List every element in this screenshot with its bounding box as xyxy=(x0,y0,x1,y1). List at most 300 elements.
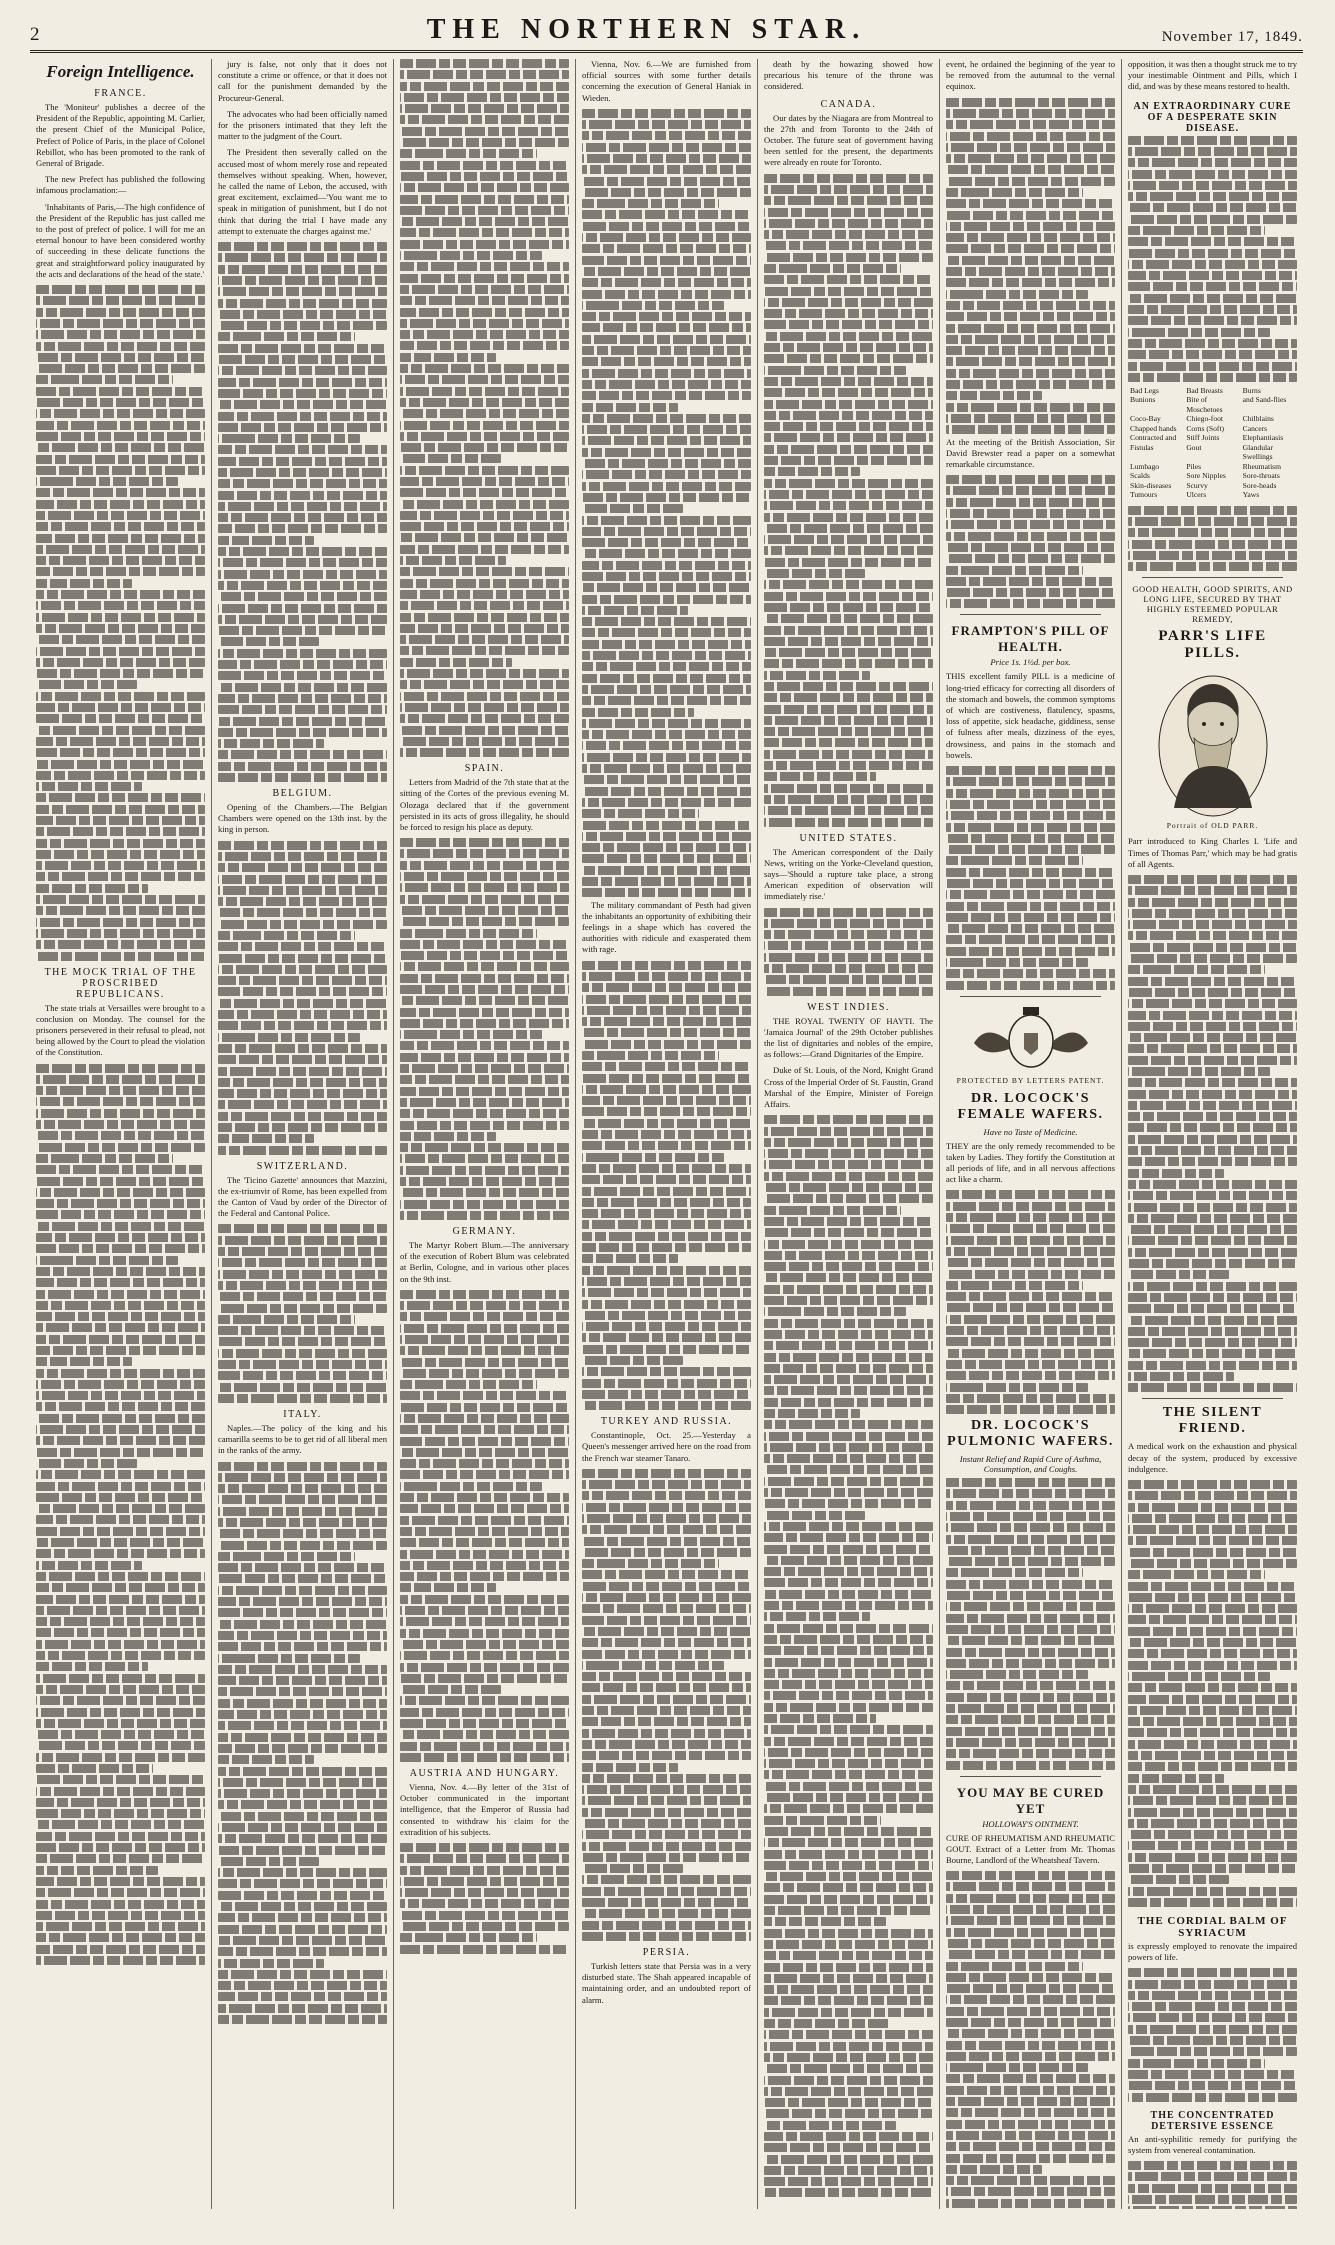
text-line xyxy=(582,256,751,265)
text-line xyxy=(946,1523,1115,1532)
text-line xyxy=(1128,943,1297,952)
text-line xyxy=(218,253,387,262)
text-line xyxy=(400,432,569,441)
text-line xyxy=(946,2086,1115,2095)
text-line xyxy=(764,1149,933,1158)
text-line xyxy=(946,2052,1115,2061)
text-line xyxy=(946,1625,1115,1634)
text-line xyxy=(582,1627,751,1636)
text-line xyxy=(218,671,387,680)
text-line xyxy=(582,1288,751,1297)
text-line xyxy=(1128,282,1297,291)
text-line xyxy=(582,403,678,412)
text-line xyxy=(764,366,906,375)
text-line xyxy=(764,1658,933,1667)
text-line xyxy=(582,583,751,592)
text-line xyxy=(764,1646,933,1655)
text-line xyxy=(400,1109,569,1118)
text-line xyxy=(946,1360,1115,1369)
text-line xyxy=(946,1512,1115,1521)
text-line xyxy=(400,1911,569,1920)
text-line xyxy=(400,1358,569,1367)
text-line xyxy=(582,131,751,140)
text-line xyxy=(582,1469,751,1478)
text-line xyxy=(946,1371,1115,1380)
text-line xyxy=(400,1922,569,1931)
text-line xyxy=(400,1200,569,1209)
text-line xyxy=(946,278,1115,287)
text-line xyxy=(1128,1372,1234,1381)
text-line xyxy=(218,1563,387,1572)
text-line xyxy=(400,1854,569,1863)
text-line xyxy=(582,1842,751,1851)
text-line xyxy=(400,1380,537,1389)
text-line xyxy=(764,1341,933,1350)
text-line xyxy=(764,1115,933,1124)
text-line xyxy=(582,188,751,197)
text-line xyxy=(1128,2184,1297,2193)
text-line xyxy=(582,1909,751,1918)
text-line xyxy=(764,1917,886,1926)
article-paragraph: The Martyr Robert Blum.—The anniversary of the execution of Robert Blum was celebrated at Berlin, Cologne, and in various other places on the 9th inst. xyxy=(400,1239,569,1284)
text-line xyxy=(218,378,387,387)
text-line xyxy=(946,577,1115,586)
text-line xyxy=(400,1437,569,1446)
article-paragraph: Letters from Madrid of the 7th state that at the sitting of the Cortes of the previous evening M. Olozaga declared that if the government persisted in its acts of gross illegality, he should be forced to resign his place as deputy. xyxy=(400,777,569,832)
text-line xyxy=(400,183,569,192)
article-paragraph: The President then severally called on the accused most of whom merely rose and repeated themselves without speaking. When, however, he called the name of Lebon, the accused, with great excitement, exclaimed—'You want me to speak in mitigation of punishment, but I do not think that during the trial I have made any attempt to extenuate the charges against me.' xyxy=(218,147,387,236)
text-line xyxy=(946,566,1083,575)
article-paragraph: The 'Moniteur' publishes a decree of the President of the Republic, appointing M. Carlier, the present Chief of the Municipal Police, Prefect of Police of Paris, in the place of Colonel Rebillot, who has been promoted to the rank of General of Brigade. xyxy=(36,102,205,169)
text-filler xyxy=(946,766,1115,990)
text-line xyxy=(764,1793,933,1802)
ad-frampton-title: FRAMPTON'S PILL OF HEALTH. xyxy=(951,623,1110,655)
text-line xyxy=(400,1583,496,1592)
text-line xyxy=(946,357,1115,366)
text-line xyxy=(1128,1101,1297,1110)
text-line xyxy=(1128,1067,1270,1076)
text-line xyxy=(582,1096,751,1105)
text-line xyxy=(218,558,387,567)
ailment-item: Bunions xyxy=(1130,395,1156,405)
text-line xyxy=(400,1312,569,1321)
text-line xyxy=(946,1394,1115,1403)
text-line xyxy=(400,1166,569,1175)
column-7 xyxy=(1122,59,1303,2209)
text-line xyxy=(36,726,205,735)
text-line xyxy=(764,1319,933,1328)
text-line xyxy=(36,488,205,497)
text-line xyxy=(946,1213,1115,1222)
text-line xyxy=(764,1567,933,1576)
column-5 xyxy=(758,59,940,2209)
divider xyxy=(960,614,1101,615)
text-line xyxy=(36,782,142,791)
text-line xyxy=(400,1290,569,1299)
text-line xyxy=(400,940,569,949)
text-line xyxy=(218,1507,387,1516)
text-line xyxy=(218,1981,387,1990)
text-line xyxy=(582,493,751,502)
ailment-item: Corns (Soft) xyxy=(1186,423,1225,433)
text-line xyxy=(764,2132,933,2141)
text-line xyxy=(36,850,205,859)
text-line xyxy=(946,132,1115,141)
text-line xyxy=(400,658,512,667)
text-line xyxy=(400,974,569,983)
text-line xyxy=(764,479,933,488)
text-line xyxy=(1128,2195,1297,2204)
text-line xyxy=(1128,1819,1297,1828)
text-line xyxy=(400,82,569,91)
text-line xyxy=(582,1254,678,1263)
text-filler xyxy=(946,98,1115,435)
ailment-item: Chilblains xyxy=(1242,414,1274,424)
text-line xyxy=(764,975,933,984)
text-line xyxy=(400,70,569,79)
text-line xyxy=(946,1580,1115,1589)
text-line xyxy=(218,1947,387,1956)
text-line xyxy=(400,1538,569,1547)
text-line xyxy=(36,1414,205,1423)
text-line xyxy=(400,861,569,870)
text-line xyxy=(36,1346,205,1355)
ailment-item: Ulcers xyxy=(1186,490,1207,500)
text-line xyxy=(218,604,387,613)
text-line xyxy=(36,387,205,396)
text-line xyxy=(764,580,933,589)
text-line xyxy=(36,1482,205,1491)
text-line xyxy=(36,1188,205,1197)
text-line xyxy=(946,498,1115,507)
text-line xyxy=(218,1699,387,1708)
text-line xyxy=(218,1247,387,1256)
text-line xyxy=(1128,1338,1297,1347)
issue-date: November 17, 1849. xyxy=(1161,29,1303,45)
ailment-item: Tumours xyxy=(1130,490,1158,500)
text-line xyxy=(764,761,933,770)
text-line xyxy=(36,1165,205,1174)
article-paragraph: The American correspondent of the Daily News, writing on the Yorke-Cleveland question, says—'Should a rupture take place, a strong American expedition of observation will immediately rise.' xyxy=(764,846,933,902)
text-line xyxy=(400,1301,569,1310)
text-line xyxy=(1128,1191,1297,1200)
text-line xyxy=(582,1853,751,1862)
text-line xyxy=(946,1659,1115,1668)
text-line xyxy=(1128,562,1297,571)
text-line xyxy=(582,448,751,457)
text-filler xyxy=(1128,136,1297,382)
text-line xyxy=(218,705,387,714)
text-line xyxy=(1128,1887,1297,1896)
text-line xyxy=(36,1775,205,1784)
ailment-item: Contracted and xyxy=(1130,433,1177,443)
text-line xyxy=(764,750,933,759)
subheading-italy: ITALY. xyxy=(283,1408,322,1420)
text-line xyxy=(946,532,1115,541)
text-line xyxy=(764,433,933,442)
text-filler xyxy=(218,841,387,1155)
text-line xyxy=(946,1546,1115,1555)
text-line xyxy=(400,748,569,757)
text-line xyxy=(218,423,387,432)
text-line xyxy=(36,1809,205,1818)
text-line xyxy=(582,436,751,445)
text-line xyxy=(582,1322,751,1331)
text-line xyxy=(946,1614,1115,1623)
text-line xyxy=(218,694,387,703)
text-line xyxy=(764,2188,933,2197)
text-line xyxy=(36,1233,205,1242)
text-line xyxy=(582,685,751,694)
text-line xyxy=(400,353,496,362)
text-line xyxy=(946,403,1115,412)
text-line xyxy=(218,1642,387,1651)
text-line xyxy=(1128,1248,1297,1257)
text-line xyxy=(218,1394,387,1403)
text-line xyxy=(218,1586,387,1595)
text-line xyxy=(582,1672,751,1681)
text-line xyxy=(1128,1695,1297,1704)
text-line xyxy=(400,714,569,723)
text-line xyxy=(36,827,205,836)
text-line xyxy=(400,635,569,644)
text-line xyxy=(36,940,205,949)
text-line xyxy=(946,2007,1115,2016)
article-paragraph: jury is false, not only that it does not constitute a crime or offence, or that it does not call for the punishment demanded by the Procureur-General. xyxy=(218,59,387,103)
text-line xyxy=(1128,1514,1297,1523)
text-line xyxy=(218,434,360,443)
text-line xyxy=(764,275,933,284)
text-line xyxy=(582,1582,751,1591)
text-line xyxy=(400,1132,496,1141)
text-line xyxy=(764,1578,933,1587)
text-line xyxy=(582,628,751,637)
text-line xyxy=(1128,2025,1297,2034)
text-line xyxy=(1128,158,1297,167)
text-line xyxy=(946,1190,1115,1199)
text-line xyxy=(1128,1638,1297,1647)
text-line xyxy=(764,185,933,194)
text-line xyxy=(764,2155,933,2164)
text-line xyxy=(218,1631,387,1640)
text-line xyxy=(764,1725,933,1734)
text-line xyxy=(946,777,1115,786)
text-line xyxy=(36,1933,205,1942)
text-line xyxy=(946,1236,1115,1245)
text-line xyxy=(36,1674,205,1683)
text-line xyxy=(1128,1649,1297,1658)
text-line xyxy=(400,1674,569,1683)
text-line xyxy=(764,1499,933,1508)
ad-silent-friend-title: THE SILENT FRIEND. xyxy=(1162,1405,1263,1437)
text-line xyxy=(582,708,694,717)
text-line xyxy=(1128,1236,1297,1245)
text-line xyxy=(36,579,132,588)
text-line xyxy=(400,1572,569,1581)
text-line xyxy=(764,614,933,623)
text-line xyxy=(36,872,205,881)
text-line xyxy=(218,1484,387,1493)
text-line xyxy=(400,217,569,226)
text-line xyxy=(218,389,387,398)
text-line xyxy=(36,1854,205,1863)
article-paragraph: Duke of St. Louis, of the Nord, Knight Grand Cross of the Imperial Order of St. Faustin, Grand Marshal of the Empire, Minister of Foreign Affairs. xyxy=(764,1065,933,1110)
ailment-item: Rheumatism xyxy=(1242,461,1282,471)
text-line xyxy=(582,1220,751,1229)
text-line xyxy=(400,1121,569,1130)
text-line xyxy=(764,1127,933,1136)
text-line xyxy=(946,1591,1115,1600)
text-line xyxy=(400,488,569,497)
text-line xyxy=(582,1537,751,1546)
text-line xyxy=(764,2019,891,2028)
text-line xyxy=(36,1493,205,1502)
divider xyxy=(1142,577,1283,578)
text-line xyxy=(400,262,569,271)
text-line xyxy=(764,1635,933,1644)
text-line xyxy=(400,59,569,68)
text-line xyxy=(946,2187,1115,2196)
subheading-france: FRANCE. xyxy=(94,88,147,99)
text-line xyxy=(582,357,751,366)
article-paragraph: The new Prefect has published the following infamous proclamation:— xyxy=(36,174,205,196)
text-line xyxy=(582,674,751,683)
text-line xyxy=(946,233,1115,242)
text-line xyxy=(764,2053,933,2062)
text-line xyxy=(400,127,569,136)
text-line xyxy=(946,588,1115,597)
text-line xyxy=(218,1879,387,1888)
text-line xyxy=(582,1333,751,1342)
text-line xyxy=(218,976,387,985)
text-line xyxy=(946,1648,1115,1657)
text-line xyxy=(946,1501,1115,1510)
text-line xyxy=(946,301,1115,310)
text-line xyxy=(764,1420,933,1429)
text-line xyxy=(218,1620,387,1629)
text-line xyxy=(946,1349,1115,1358)
text-line xyxy=(764,908,933,917)
text-filler xyxy=(1128,875,1297,1392)
text-line xyxy=(400,115,569,124)
text-line xyxy=(36,1290,205,1299)
royal-arms-engraving xyxy=(946,1003,1116,1073)
text-line xyxy=(582,278,751,287)
text-line xyxy=(582,1040,751,1049)
text-line xyxy=(36,714,205,723)
text-line xyxy=(582,244,751,253)
text-line xyxy=(400,375,569,384)
text-line xyxy=(1128,249,1297,258)
text-line xyxy=(36,1945,205,1954)
text-line xyxy=(764,2121,896,2130)
text-line xyxy=(36,1583,205,1592)
ailment-item: Bite of Moschetoes xyxy=(1186,395,1223,414)
text-line xyxy=(36,1436,205,1445)
ailment-item: Chapped hands xyxy=(1130,423,1177,433)
text-filler xyxy=(400,838,569,1220)
text-line xyxy=(1128,294,1297,303)
text-line xyxy=(1128,1991,1297,2000)
text-line xyxy=(400,1154,569,1163)
text-line xyxy=(1128,1033,1297,1042)
text-line xyxy=(582,1085,751,1094)
text-line xyxy=(400,1346,569,1355)
text-line xyxy=(764,1963,933,1972)
text-line xyxy=(946,2041,1115,2050)
text-line xyxy=(36,624,205,633)
text-line xyxy=(400,466,569,475)
text-line xyxy=(36,590,205,599)
text-line xyxy=(946,2074,1115,2083)
text-line xyxy=(946,1950,1115,1959)
text-line xyxy=(400,1640,569,1649)
text-line xyxy=(946,1281,1083,1290)
text-line xyxy=(582,764,751,773)
text-line xyxy=(36,680,137,689)
text-line xyxy=(582,425,751,434)
text-line xyxy=(582,1175,751,1184)
text-line xyxy=(582,854,751,863)
text-line xyxy=(946,2120,1115,2129)
text-line xyxy=(218,1067,387,1076)
text-line xyxy=(764,1872,933,1881)
text-line xyxy=(582,1209,751,1218)
text-line xyxy=(582,1706,751,1715)
text-line xyxy=(764,2030,933,2039)
text-line xyxy=(764,1409,860,1418)
text-line xyxy=(764,456,933,465)
text-line xyxy=(36,1199,205,1208)
text-line xyxy=(764,253,933,262)
text-line xyxy=(764,1940,933,1949)
ailment-item: Fistulas xyxy=(1130,442,1154,452)
text-line xyxy=(1128,373,1297,382)
text-line xyxy=(582,1367,751,1376)
text-line xyxy=(946,290,1088,299)
text-line xyxy=(400,1663,569,1672)
text-line xyxy=(582,199,719,208)
text-line xyxy=(1128,875,1297,884)
text-line xyxy=(582,210,751,219)
text-line xyxy=(582,662,751,671)
text-line xyxy=(582,323,751,332)
text-line xyxy=(36,545,205,554)
text-line xyxy=(1128,147,1297,156)
text-line xyxy=(764,1330,933,1339)
text-line xyxy=(1128,1361,1297,1370)
text-line xyxy=(218,242,387,251)
text-line xyxy=(946,2131,1115,2140)
text-line xyxy=(582,301,724,310)
text-line xyxy=(400,511,569,520)
text-line xyxy=(1128,2059,1265,2068)
text-line xyxy=(764,1194,933,1203)
text-line xyxy=(764,818,933,827)
text-line xyxy=(946,1303,1115,1312)
ailment-item: Lumbago xyxy=(1130,461,1160,471)
text-line xyxy=(1128,1796,1297,1805)
text-line xyxy=(400,1143,569,1152)
text-line xyxy=(946,981,1115,990)
text-line xyxy=(764,513,933,522)
text-line xyxy=(1128,1762,1297,1771)
subheading-west-indies: WEST INDIES. xyxy=(807,1001,890,1013)
text-line xyxy=(946,902,1115,911)
text-line xyxy=(1128,1203,1297,1212)
text-line xyxy=(36,816,205,825)
text-line xyxy=(218,1687,387,1696)
